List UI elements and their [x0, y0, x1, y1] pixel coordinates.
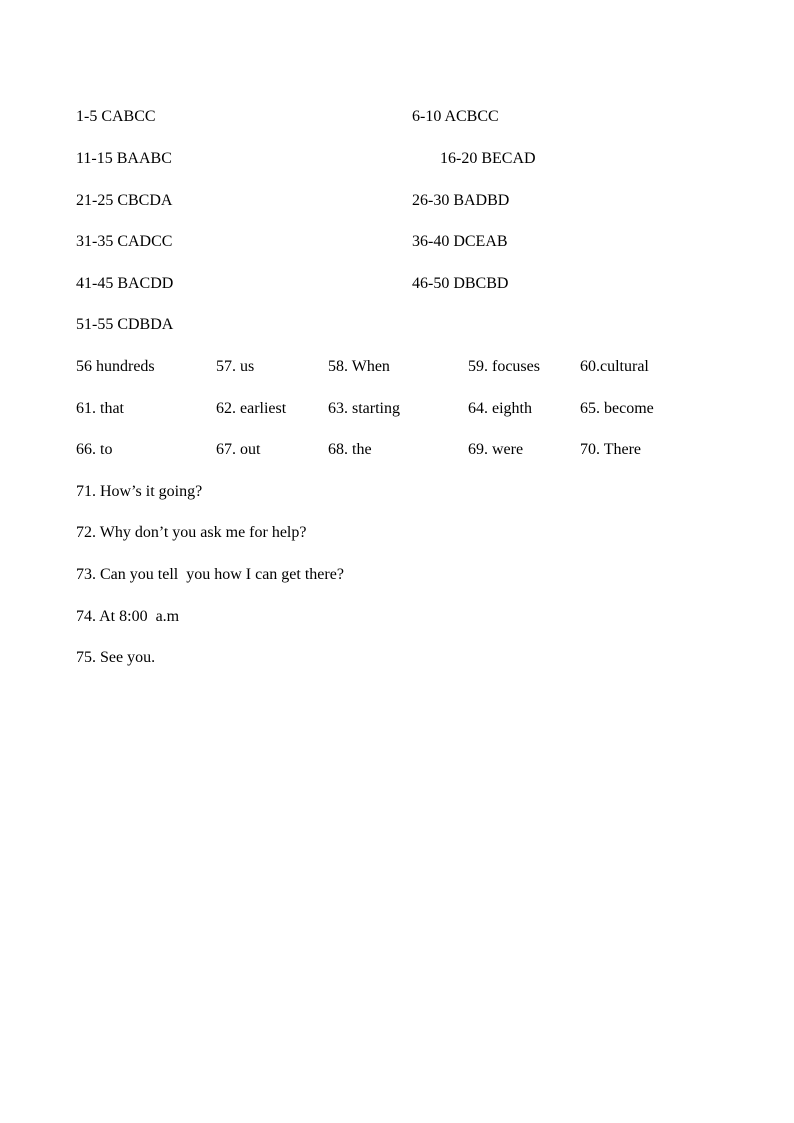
answer-62: 62. earliest — [216, 400, 287, 417]
answer-63: 63. starting — [328, 400, 400, 417]
answer-66: 66. to — [76, 441, 113, 458]
answer-1-5: 1-5 CABCC — [76, 108, 156, 125]
answer-59: 59. focuses — [468, 358, 540, 375]
answer-69: 69. were — [468, 441, 524, 458]
answer-61: 61. that — [76, 400, 124, 417]
answer-71: 71. How’s it going? — [76, 483, 203, 500]
answer-41-45: 41-45 BACDD — [76, 275, 174, 292]
answer-16-20: 16-20 BECAD — [440, 150, 536, 167]
answer-65: 65. become — [580, 400, 654, 417]
answer-31-35: 31-35 CADCC — [76, 233, 173, 250]
answer-73: 73. Can you tell you how I can get there? — [76, 566, 344, 583]
answer-6-10: 6-10 ACBCC — [412, 108, 499, 125]
answer-46-50: 46-50 DBCBD — [412, 275, 509, 292]
answer-75: 75. See you. — [76, 649, 156, 666]
answer-57: 57. us — [216, 358, 255, 375]
answer-70: 70. There — [580, 441, 642, 458]
answer-21-25: 21-25 CBCDA — [76, 192, 173, 209]
answer-56: 56 hundreds — [76, 358, 155, 375]
answer-68: 68. the — [328, 441, 372, 458]
answer-72: 72. Why don’t you ask me for help? — [76, 524, 307, 541]
answer-36-40: 36-40 DCEAB — [412, 233, 508, 250]
answer-26-30: 26-30 BADBD — [412, 192, 510, 209]
answer-64: 64. eighth — [468, 400, 532, 417]
answer-67: 67. out — [216, 441, 261, 458]
answer-60: 60.cultural — [580, 358, 649, 375]
answer-51-55: 51-55 CDBDA — [76, 316, 174, 333]
answer-74: 74. At 8:00 a.m — [76, 608, 180, 625]
answer-11-15: 11-15 BAABC — [76, 150, 172, 167]
answer-58: 58. When — [328, 358, 390, 375]
